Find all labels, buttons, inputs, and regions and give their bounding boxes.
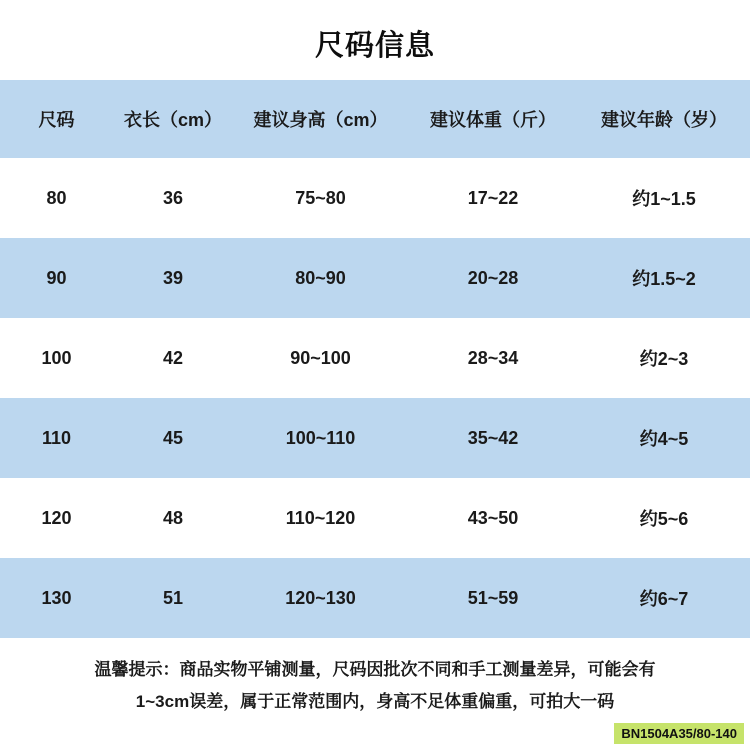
cell-length: 39 [113,238,233,318]
cell-weight: 17~22 [408,158,578,238]
page-title: 尺码信息 [314,30,435,62]
table-header-row [0,80,750,158]
product-code-badge: BN1504A35/80-140 [614,723,744,744]
column-header-size: 尺码 [0,80,113,158]
cell-height: 75~80 [233,158,408,238]
table-row [0,318,750,398]
cell-height: 100~110 [233,398,408,478]
table-body [0,158,750,638]
cell-size: 110 [0,398,113,478]
table-row [0,238,750,318]
cell-age: 约1.5~2 [578,238,750,318]
cell-size: 80 [0,158,113,238]
notice-line-2: 1~3cm误差，属于正常范围内，身高不足体重偏重，可拍大一码 [135,692,615,711]
cell-age: 约2~3 [578,318,750,398]
column-header-length: 衣长（cm） [113,80,233,158]
table-row [0,558,750,638]
cell-weight: 20~28 [408,238,578,318]
column-header-weight: 建议体重（斤） [408,80,578,158]
table-header [0,80,750,158]
cell-length: 45 [113,398,233,478]
cell-size: 100 [0,318,113,398]
cell-weight: 43~50 [408,478,578,558]
cell-length: 51 [113,558,233,638]
column-header-height: 建议身高（cm） [233,80,408,158]
table-row [0,398,750,478]
cell-size: 120 [0,478,113,558]
cell-age: 约1~1.5 [578,158,750,238]
cell-height: 110~120 [233,478,408,558]
cell-age: 约4~5 [578,398,750,478]
cell-length: 48 [113,478,233,558]
cell-length: 42 [113,318,233,398]
cell-size: 90 [0,238,113,318]
table-row [0,158,750,238]
cell-weight: 51~59 [408,558,578,638]
cell-height: 80~90 [233,238,408,318]
cell-length: 36 [113,158,233,238]
cell-height: 120~130 [233,558,408,638]
notice-text [0,638,750,718]
table-row [0,478,750,558]
cell-height: 90~100 [233,318,408,398]
cell-size: 130 [0,558,113,638]
cell-weight: 35~42 [408,398,578,478]
cell-weight: 28~34 [408,318,578,398]
cell-age: 约6~7 [578,558,750,638]
column-header-age: 建议年龄（岁） [578,80,750,158]
size-table [0,80,750,638]
notice-line-1: 温馨提示：商品实物平铺测量，尺码因批次不同和手工测量差异，可能会有 [94,660,656,679]
cell-age: 约5~6 [578,478,750,558]
